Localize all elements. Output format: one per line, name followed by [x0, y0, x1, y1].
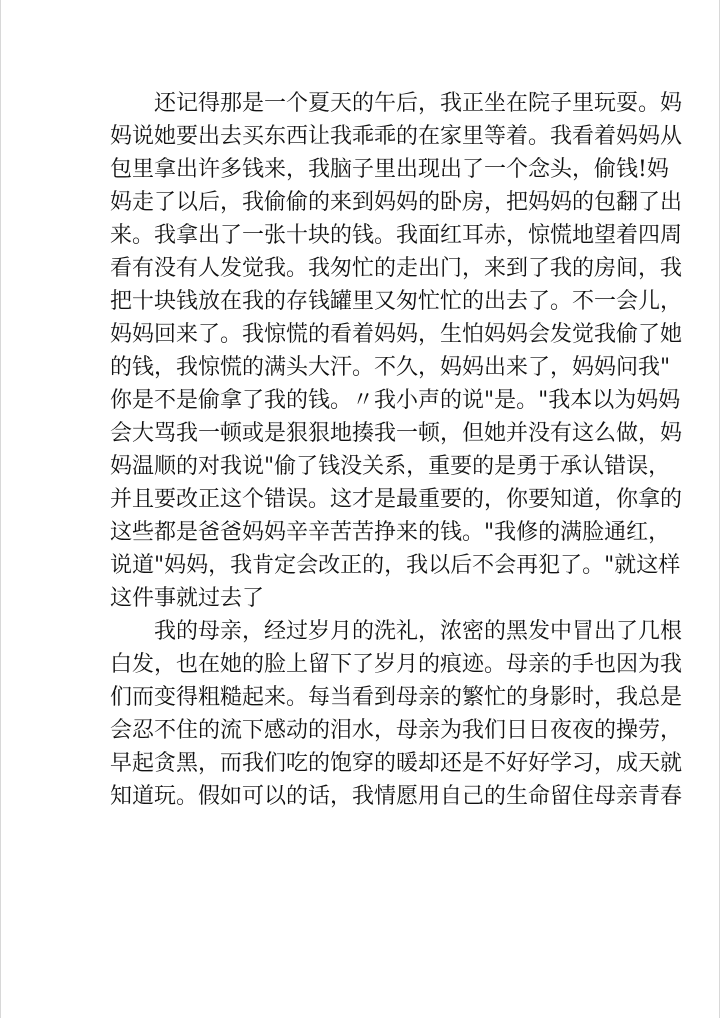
text-line: 的钱，我惊慌的满头大汗。不久，妈妈出来了，妈妈问我": [110, 355, 671, 380]
text-line: 说道"妈妈，我肯定会改正的，我以后不会再犯了。"就这样: [110, 553, 681, 578]
text-line: 来。我拿出了一张十块的钱。我面红耳赤，惊慌地望着四周: [110, 223, 683, 248]
document-body: [110, 87, 683, 813]
text-line: 这件事就过去了: [110, 586, 265, 611]
paragraph-2: [110, 615, 683, 813]
text-line: 白发，也在她的脸上留下了岁月的痕迹。母亲的手也因为我: [110, 652, 683, 677]
text-line: 早起贪黑，而我们吃的饱穿的暖却还是不好好学习，成天就: [110, 751, 683, 776]
text-line: 看有没有人发觉我。我匆忙的走出门，来到了我的房间，我: [110, 256, 683, 281]
text-line: 还记得那是一个夏天的午后，我正坐在院子里玩耍。妈: [154, 91, 683, 116]
text-line: 妈温顺的对我说"偷了钱没关系，重要的是勇于承认错误，: [110, 454, 671, 479]
text-line: 包里拿出许多钱来，我脑子里出现出了一个念头，偷钱!妈: [110, 157, 669, 182]
text-line: 这些都是爸爸妈妈辛辛苦苦挣来的钱。"我修的满脸通红，: [110, 520, 671, 545]
text-line: 会大骂我一顿或是狠狠地揍我一顿，但她并没有这么做，妈: [110, 421, 683, 446]
text-line: 妈走了以后，我偷偷的来到妈妈的卧房，把妈妈的包翻了出: [110, 190, 683, 215]
text-line: 们而变得粗糙起来。每当看到母亲的繁忙的身影时，我总是: [110, 685, 683, 710]
text-line: 知道玩。假如可以的话，我情愿用自己的生命留住母亲青春: [110, 784, 683, 809]
text-line: 并且要改正这个错误。这才是最重要的，你要知道，你拿的: [110, 487, 683, 512]
text-line: 妈说她要出去买东西让我乖乖的在家里等着。我看着妈妈从: [110, 124, 683, 149]
text-line: 会忍不住的流下感动的泪水，母亲为我们日日夜夜的操劳，: [110, 718, 683, 743]
text-line: 把十块钱放在我的存钱罐里又匆忙忙的出去了。不一会儿，: [110, 289, 683, 314]
paragraph-1: [110, 87, 683, 615]
text-line: 你是不是偷拿了我的钱。〃我小声的说"是。"我本以为妈妈: [110, 388, 681, 413]
text-line: 我的母亲，经过岁月的洗礼，浓密的黑发中冒出了几根: [154, 619, 683, 644]
text-line: 妈妈回来了。我惊慌的看着妈妈，生怕妈妈会发觉我偷了她: [110, 322, 683, 347]
